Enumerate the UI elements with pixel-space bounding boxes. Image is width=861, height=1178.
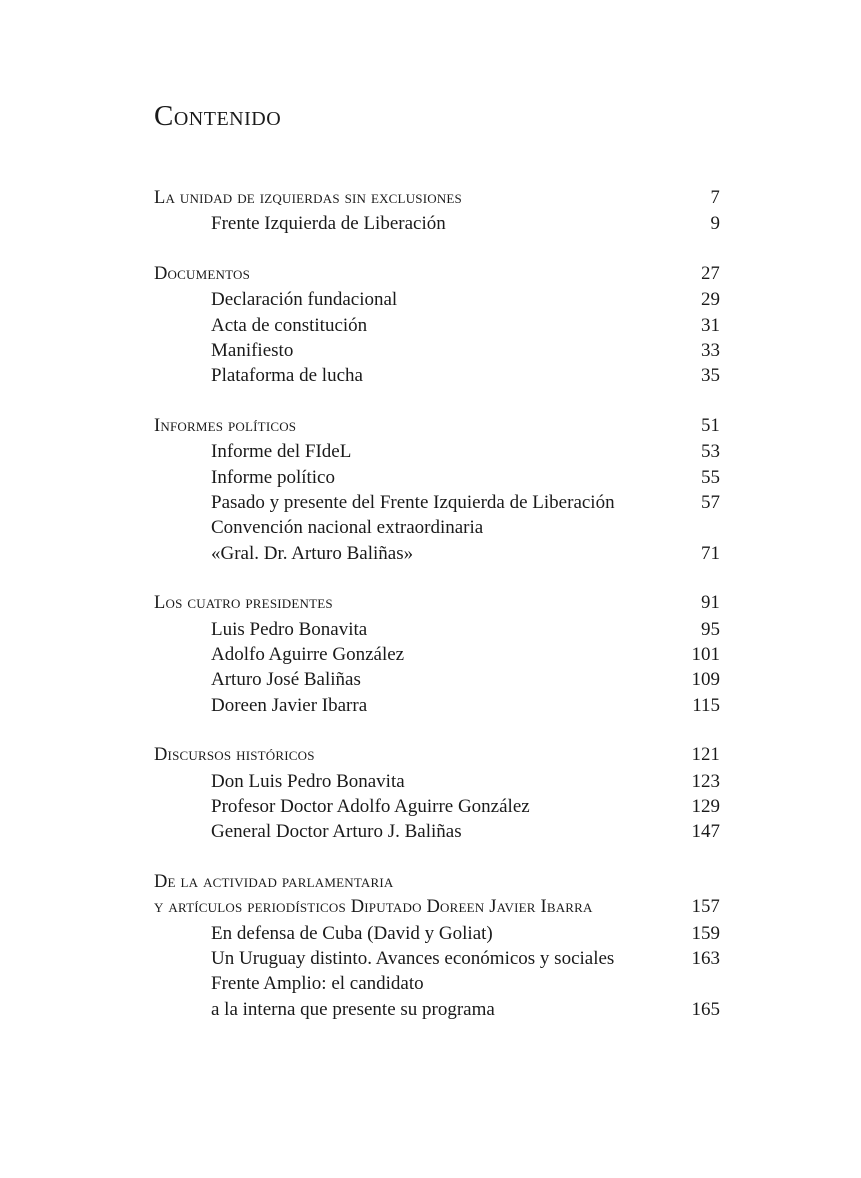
toc-section [154,262,720,388]
toc-page-number: 91 [701,593,720,614]
toc-page-number: 55 [701,466,720,488]
toc-page-number: 51 [701,416,720,437]
toc-entry [154,921,720,946]
toc-entry-title: Convención nacional extraordinaria [211,517,484,539]
toc-page-number: 123 [691,770,720,792]
toc-entry-title: De la actividad parlamentaria [154,872,394,893]
toc-entry-title: Acta de constitución [211,314,368,336]
toc-entry [154,769,720,794]
toc-entry [154,439,720,464]
toc-section-heading [154,414,720,439]
toc-entry [154,515,720,540]
toc-entry [154,693,720,718]
toc-page-number: 129 [691,795,720,817]
toc-entry-title: Informe político [211,466,335,488]
toc-section [154,186,720,237]
toc-entry [154,541,720,566]
toc-entry-title: Don Luis Pedro Bonavita [211,770,405,792]
toc-entry-title: Frente Izquierda de Liberación [211,213,446,235]
toc-entry [154,794,720,819]
toc-page-number: 35 [701,365,720,387]
toc-entry-title: y artículos periodísticos Diputado Doreen Javier Ibarra [154,897,593,918]
toc-entry [154,971,720,996]
toc-entry-title: Un Uruguay distinto. Avances económicos y sociales [211,947,615,969]
toc-entry [154,819,720,844]
toc-entry [154,667,720,692]
toc-page-number: 163 [691,947,720,969]
toc-page-number: 121 [691,745,720,766]
toc-entry-title: General Doctor Arturo J. Baliñas [211,821,462,843]
toc-entry-title: Manifiesto [211,339,294,361]
toc-section-heading [154,262,720,287]
toc-page-number: 27 [701,264,720,285]
toc-entry-title: a la interna que presente su programa [211,998,495,1020]
toc-page-number: 53 [701,441,720,463]
toc-page-number: 101 [691,643,720,665]
toc-page-number: 57 [701,491,720,513]
toc-section [154,743,720,844]
toc-entry-title: Los cuatro presidentes [154,593,333,614]
toc-section-heading [154,186,720,211]
toc-page-number: 157 [691,897,720,918]
toc-entry [154,287,720,312]
toc-entry-title: Declaración fundacional [211,289,398,311]
toc-entry-title: En defensa de Cuba (David y Goliat) [211,922,493,944]
toc-section [154,414,720,566]
toc-section-heading [154,870,720,895]
toc-entry [154,313,720,338]
toc-page-number: 109 [691,669,720,691]
toc-section [154,591,720,717]
toc-section-heading [154,743,720,768]
toc-page-number: 71 [701,542,720,564]
toc-entry-title: Luis Pedro Bonavita [211,618,368,640]
toc-page-number: 29 [701,289,720,311]
toc-entry-title: Informe del FIdeL [211,441,352,463]
toc-entry-title: Pasado y presente del Frente Izquierda de Liberación [211,491,615,513]
toc-entry-title: Frente Amplio: el candidato [211,973,424,995]
toc-section [154,870,720,1022]
toc-entry-title: Plataforma de lucha [211,365,363,387]
toc-entry [154,211,720,236]
toc-entry [154,363,720,388]
toc-entry-title: Doreen Javier Ibarra [211,694,368,716]
toc-section-heading [154,895,720,920]
toc-entry [154,465,720,490]
page-title: Contenido [154,100,282,132]
toc-page-number: 7 [710,188,720,208]
toc-page-number: 31 [701,314,720,336]
toc-entry [154,642,720,667]
toc-entry-title: «Gral. Dr. Arturo Baliñas» [211,542,414,564]
toc-entry [154,338,720,363]
toc-entry [154,946,720,971]
toc-page-number: 95 [701,618,720,640]
toc-entry-title: Informes políticos [154,416,297,437]
toc-page-number: 9 [710,213,720,235]
table-of-contents [154,186,720,1047]
toc-page-number: 159 [691,922,720,944]
toc-page-number: 165 [691,998,720,1020]
toc-entry [154,490,720,515]
toc-page-number: 147 [691,821,720,843]
toc-entry-title: La unidad de izquierdas sin exclusiones [154,188,462,208]
toc-section-heading [154,591,720,616]
toc-entry-title: Arturo José Baliñas [211,669,361,691]
toc-page-number: 115 [692,694,720,716]
toc-entry-title: Adolfo Aguirre González [211,643,405,665]
toc-entry-title: Documentos [154,264,251,285]
toc-entry-title: Discursos históricos [154,745,315,766]
toc-entry [154,997,720,1022]
toc-entry-title: Profesor Doctor Adolfo Aguirre González [211,795,530,817]
toc-page-number: 33 [701,339,720,361]
toc-entry [154,617,720,642]
